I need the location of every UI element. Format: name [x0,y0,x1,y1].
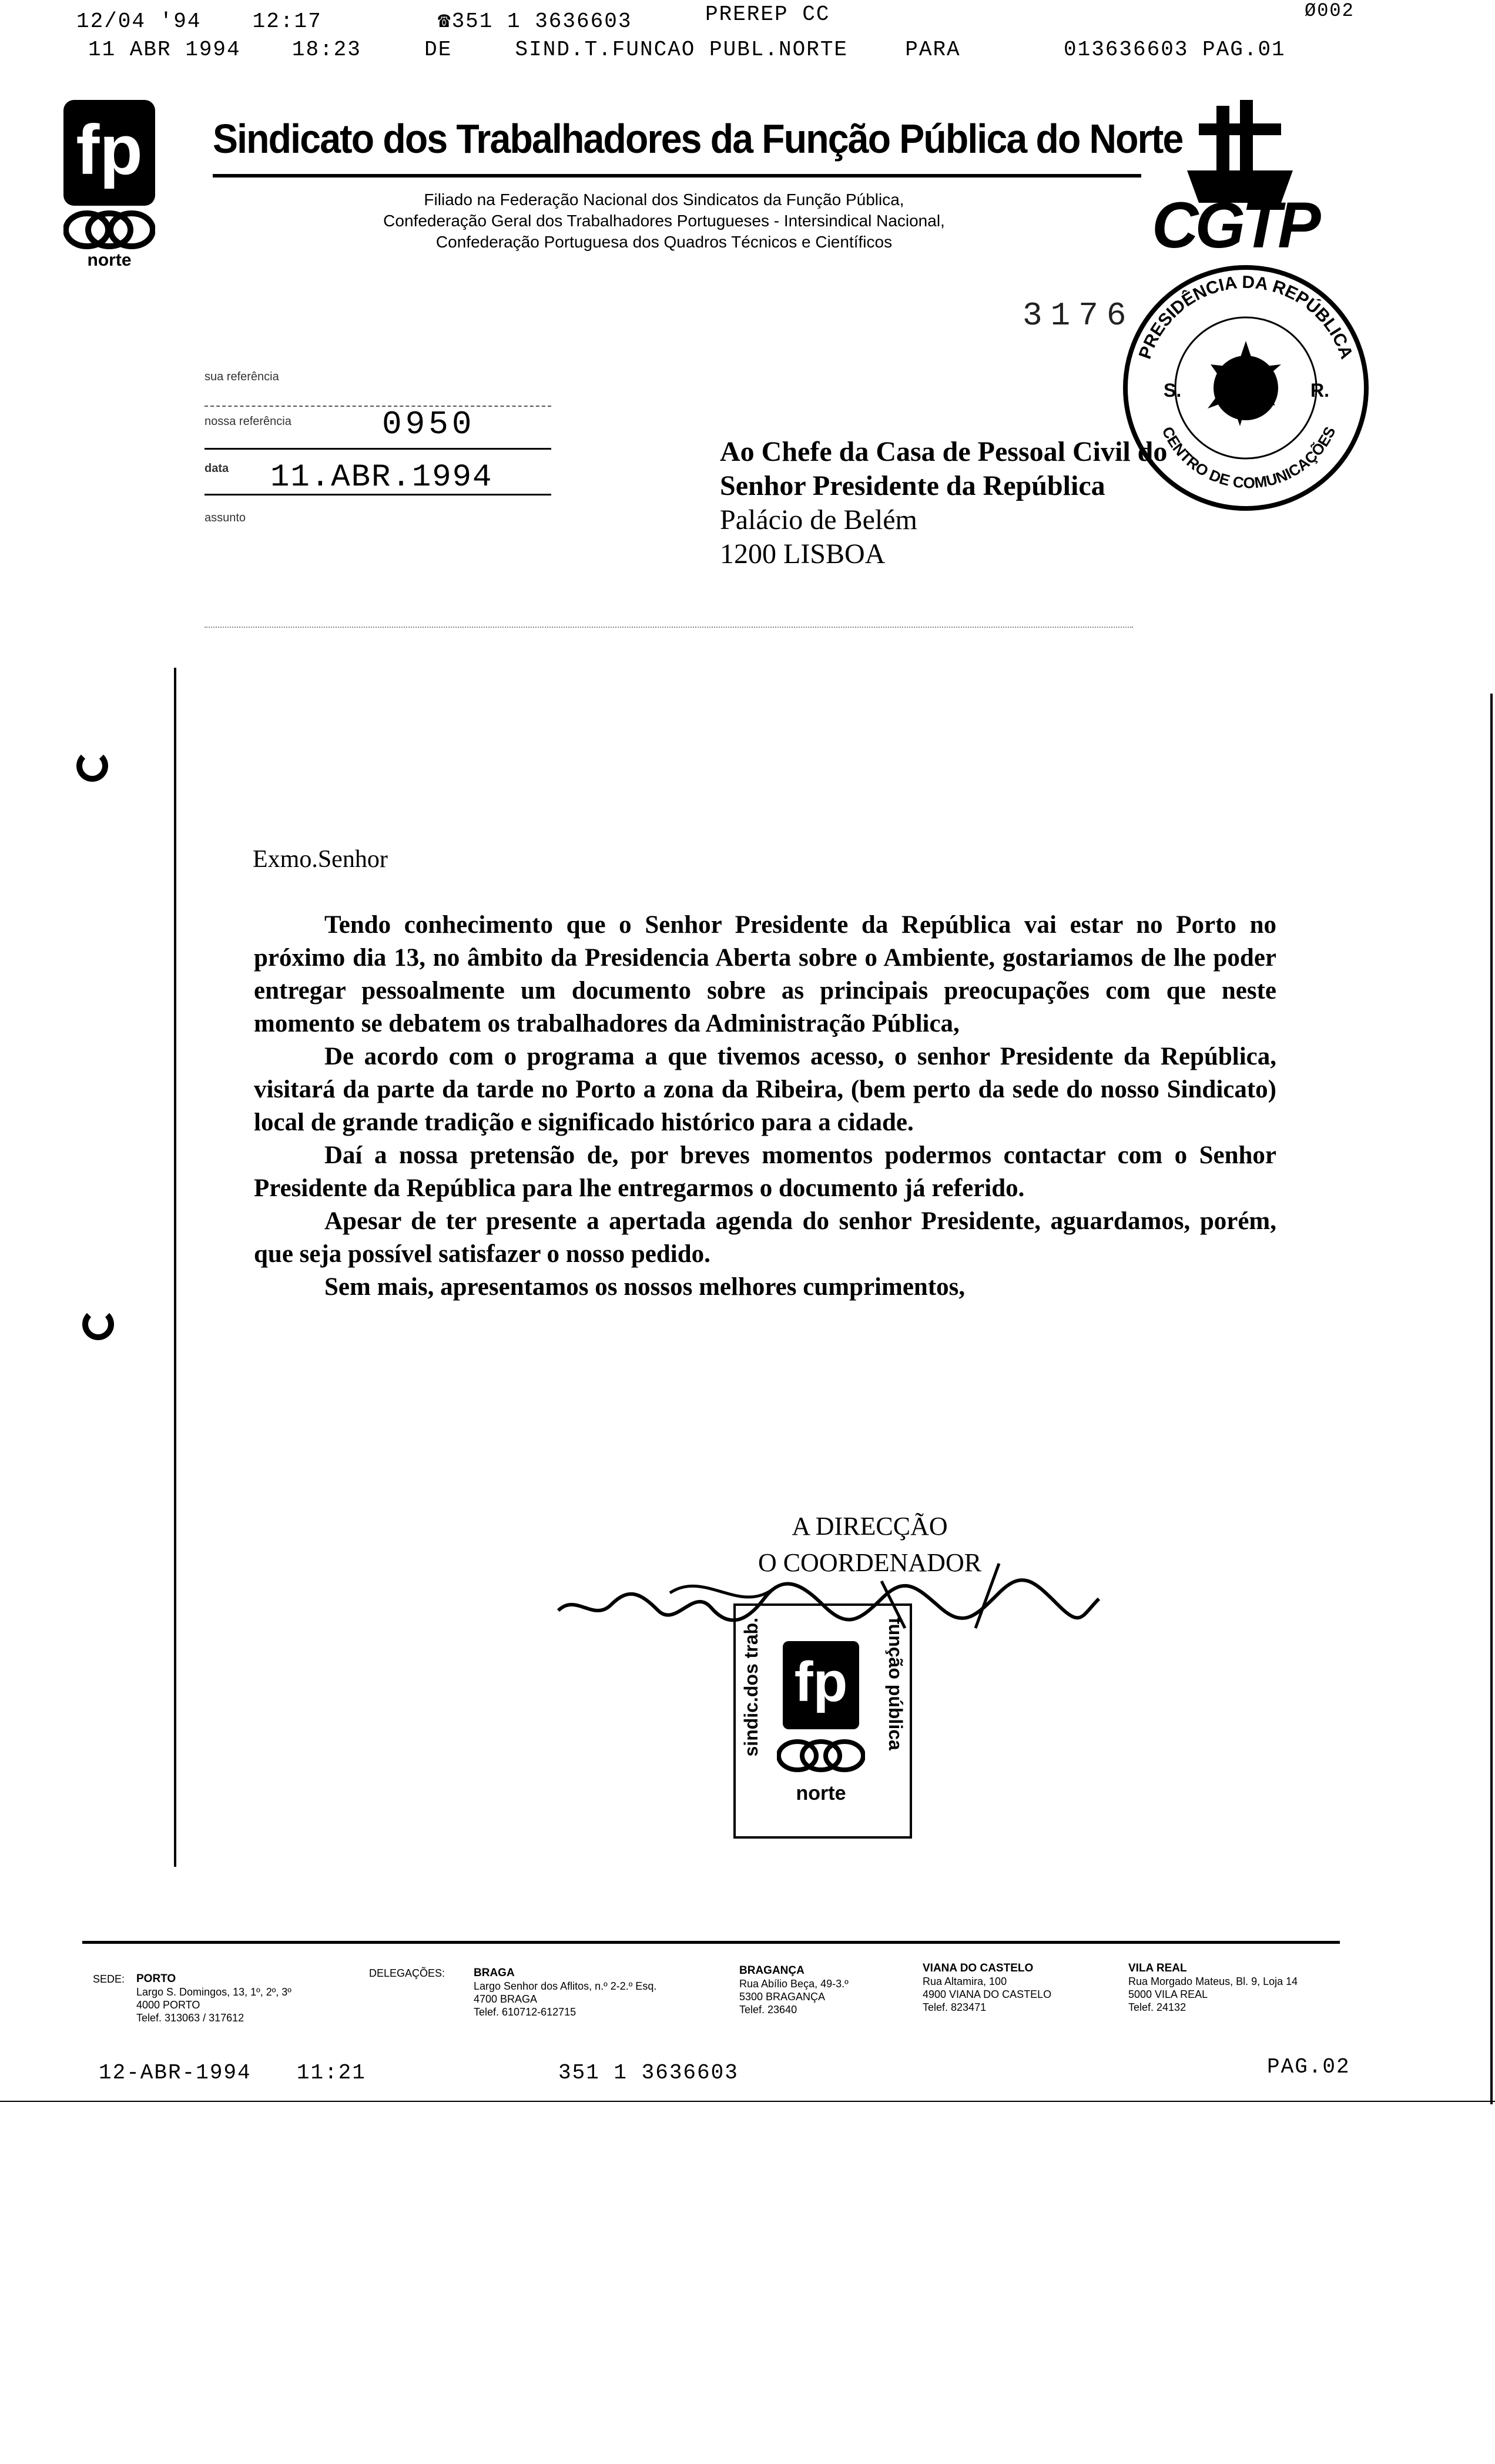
footer-sede: PORTO Largo S. Domingos, 13, 1º, 2º, 3º 4000 PORTO Telef. 313063 / 317612 [136,1973,291,2024]
reference-number: 0950 [382,406,475,443]
binder-hole-icon [76,750,108,782]
ref-line-2 [205,448,551,450]
union-logo-mark: fp [63,100,155,206]
fax-date: 12/04 '94 [76,9,202,34]
footer-sede-label: SEDE: [93,1973,125,1985]
footer-vila-real: VILA REAL Rua Morgado Mateus, Bl. 9, Loja 14 5000 VILA REAL Telef. 24132 [1128,1962,1298,2013]
logo-rings-icon [63,209,155,250]
binder-hole-icon [82,1308,114,1340]
cgtp-text: CGTP [1152,189,1318,262]
bottom-fax-datetime [99,2061,366,2085]
label-date: data [205,462,229,475]
footer-rule [82,1941,1340,1944]
header-divider [205,627,1133,628]
paragraph-5: Sem mais, apresentamos os nossos melhores cumprimentos, [324,1273,966,1301]
fax-page-number: Ø002 [1305,0,1355,22]
fax-time: 12:17 [252,9,322,34]
reference-date: 11.ABR.1994 [270,460,493,496]
addressee-line-1: Ao Chefe da Casa de Pessoal Civil do [720,436,1168,467]
seal-left-text: sindic.dos trab. [740,1618,762,1757]
fax-sender: PREREP CC [705,2,830,26]
seal-right-text: função pública [885,1618,906,1750]
affiliations [317,189,1011,253]
salutation: Exmo.Senhor [253,846,388,873]
footer-braga: BRAGA Largo Senhor dos Aflitos, n.º 2-2.º Esq. 4700 BRAGA Telef. 610712-612715 [474,1967,657,2018]
union-logo-subtitle: norte [87,250,132,270]
affiliation-3: Confederação Portuguesa dos Quadros Técnicos e Científicos [435,233,893,251]
seal-subtitle: norte [796,1782,846,1805]
letterhead-rule [213,174,1141,178]
stamp-left-initial: S. [1164,380,1182,401]
left-margin-line [174,668,176,1867]
organization-name: Sindicato dos Trabalhadores da Função Pública do Norte [213,116,1183,162]
union-logo [63,100,155,282]
fax-header-line-1 [76,8,632,34]
addressee-line-2: Senhor Presidente da República [720,470,1105,501]
affiliation-1: Filiado na Federação Nacional dos Sindicatos da Função Pública, [424,190,904,209]
affiliation-2: Confederação Geral dos Trabalhadores Portugueses - Intersindical Nacional, [383,212,945,230]
footer-braganca: BRAGANÇA Rua Abílio Beça, 49-3.º 5300 BRAGANÇA Telef. 23640 [739,1964,849,2016]
fax-recipient-page: 013636603 PAG.01 [1064,38,1286,62]
label-our-reference: nossa referência [205,415,291,428]
fax-header-line-2: 11 ABR 1994 18:23 DE SIND.T.FUNCAO PUBL.NORTE PARA [88,38,961,62]
seal-logo: fp [783,1641,859,1729]
paragraph-2: De acordo com o programa a que tivemos acesso, o senhor Presidente da República, visitará da parte da tarde no Porto a zona da Ribeira, (bem perto da sede do nosso Sindicato) local de grande tradição e significado histórico para a cidade. [254,1043,1276,1136]
svg-text:CENTRO DE COMUNICAÇÕES [1158,424,1339,491]
footer-viana: VIANA DO CASTELO Rua Altamira, 100 4900 VIANA DO CASTELO Telef. 823471 [923,1962,1052,2013]
right-edge-line [1490,694,1493,2104]
stamp-top-text: PRESIDÊNCIA DA REPÚBLICA [1135,272,1357,361]
svg-text:PRESIDÊNCIA DA REPÚBLICA [1135,273,1356,361]
cgtp-logo [1152,100,1328,262]
label-your-reference: sua referência [205,370,279,383]
fax-phone: ☎351 1 3636603 [437,9,632,34]
addressee-line-4: 1200 LISBOA [720,538,886,570]
paragraph-1: Tendo conhecimento que o Senhor Presidente da República vai estar no Porto no próximo dia 13, no âmbito da Presidencia Aberta sobre o Ambiente, gostariamos de lhe poder entregar pessoalmente um documento sobre as principais preocupações com que neste momento se debatem os trabalhadores da Administração Pública, [254,911,1276,1037]
stamp-bottom-text: CENTRO DE COMUNICAÇÕES [1158,424,1339,492]
label-subject: assunto [205,511,246,524]
bottom-fax-phone: 351 1 3636603 [558,2061,739,2085]
paragraph-3: Daí a nossa pretensão de, por breves momentos podermos contactar com o Senhor Presidente da República para lhe entregarmos o documento já referido. [254,1141,1276,1202]
bottom-fax-time: 11:21 [296,2061,366,2085]
addressee-block [720,435,1167,571]
stamp-registration-number: 3176 [1023,297,1135,334]
addressee-line-3: Palácio de Belém [720,504,917,535]
signature-direction: A DIRECÇÃO [792,1512,948,1541]
ref-line-3 [205,494,551,496]
letter-body [254,909,1276,1304]
union-seal-stamp [733,1603,912,1839]
bottom-fax-date: 12-ABR-1994 [99,2061,252,2085]
paragraph-4: Apesar de ter presente a apertada agenda do senhor Presidente, aguardamos, porém, que seja possível satisfazer o nosso pedido. [254,1207,1276,1268]
bottom-fax-page: PAG.02 [1267,2055,1350,2079]
ref-line-1 [205,406,551,407]
footer-delegations-label: DELEGAÇÕES: [369,1967,445,1979]
seal-rings-icon [777,1738,865,1773]
page-bottom-edge [0,2101,1495,2102]
stamp-right-initial: R. [1310,380,1329,401]
signature-title: O COORDENADOR [757,1548,982,1577]
